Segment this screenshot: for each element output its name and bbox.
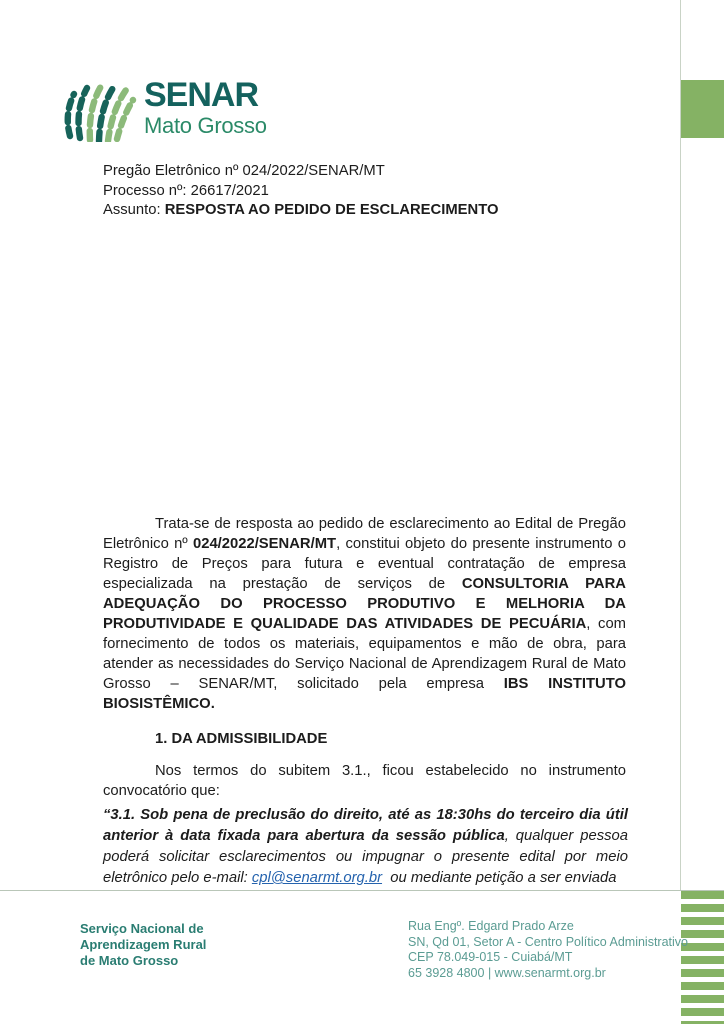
footer-org-line: Serviço Nacional de [80,921,204,936]
text-segment: , constitui objeto do presente instrumento o Registro de Preços para futura e eventual contratação de empresa especializada na prestação de serviços de [103,536,626,592]
logo-text [144,78,267,137]
section-heading-admissibilidade: 1. DA ADMISSIBILIDADE [155,731,328,747]
text-segment: , qualquer pessoa poderá solicitar esclarecimentos ou impugnar o presente edital por meio eletrônico pelo e-mail: [103,828,628,886]
footer-address-line: 65 3928 4800 | www.senarmt.org.br [408,965,606,980]
subject-label: Assunto: [103,202,165,218]
letterhead [62,76,267,142]
text-segment: CONSULTORIA PARA ADEQUAÇÃO DO PROCESSO PRODUTIVO E MELHORIA DA PRODUTIVIDADE E QUALIDADE DAS ATIVIDADES DE PECUÁRIA [103,576,626,632]
text-segment: “3.1. Sob pena de preclusão do direito, até as 18:30hs do terceiro dia útil anterior à data fixada para abertura da sessão pública [103,807,628,844]
right-accent-block [681,80,724,138]
footer-organization [80,921,206,969]
text-segment: 024/2022/SENAR/MT [192,536,337,552]
text-segment: Trata-se de resposta ao pedido de esclarecimento ao Edital de Pregão Eletrônico nº [103,516,626,552]
document-info [103,162,623,221]
footer-address-line: CEP 78.049-015 - Cuiabá/MT [408,950,573,964]
footer-address [408,919,688,981]
logo-region: Mato Grosso [144,113,267,138]
page-footer [0,890,724,1024]
text-segment: IBS INSTITUTO BIOSISTÊMICO. [103,676,626,712]
footer-address-line: Rua Engº. Edgard Prado Arze [408,919,574,933]
admissibilidade-paragraph [103,761,626,801]
text-segment: , com fornecimento de todos os materiais, equipamentos e mão de obra, para atender as necessidades do Serviço Nacional de Aprendizagem Rural de Mato Grosso – SENAR/MT, solicitado pela empresa [103,616,626,692]
intro-paragraph [103,514,626,714]
doc-line-pregao: Pregão Eletrônico nº 024/2022/SENAR/MT [103,163,385,179]
footer-org-line: Aprendizagem Rural [80,937,207,952]
text-segment: Nos termos do subitem 3.1., ficou estabelecido no instrumento convocatório que: [103,763,626,799]
subject-value: RESPOSTA AO PEDIDO DE ESCLARECIMENTO [164,202,499,218]
doc-line-processo: Processo nº: 26617/2021 [103,182,269,199]
logo-name: SENAR [144,76,259,114]
doc-line-assunto [103,201,623,221]
email-link[interactable]: cpl@senarmt.org.br [251,870,383,886]
senar-logo-icon [62,76,140,142]
edital-quote-paragraph [103,805,628,889]
footer-org-line: de Mato Grosso [80,953,179,968]
footer-address-line: SN, Qd 01, Setor A - Centro Político Administrativo [408,934,688,949]
text-segment: ou mediante petição a ser enviada [382,870,617,886]
